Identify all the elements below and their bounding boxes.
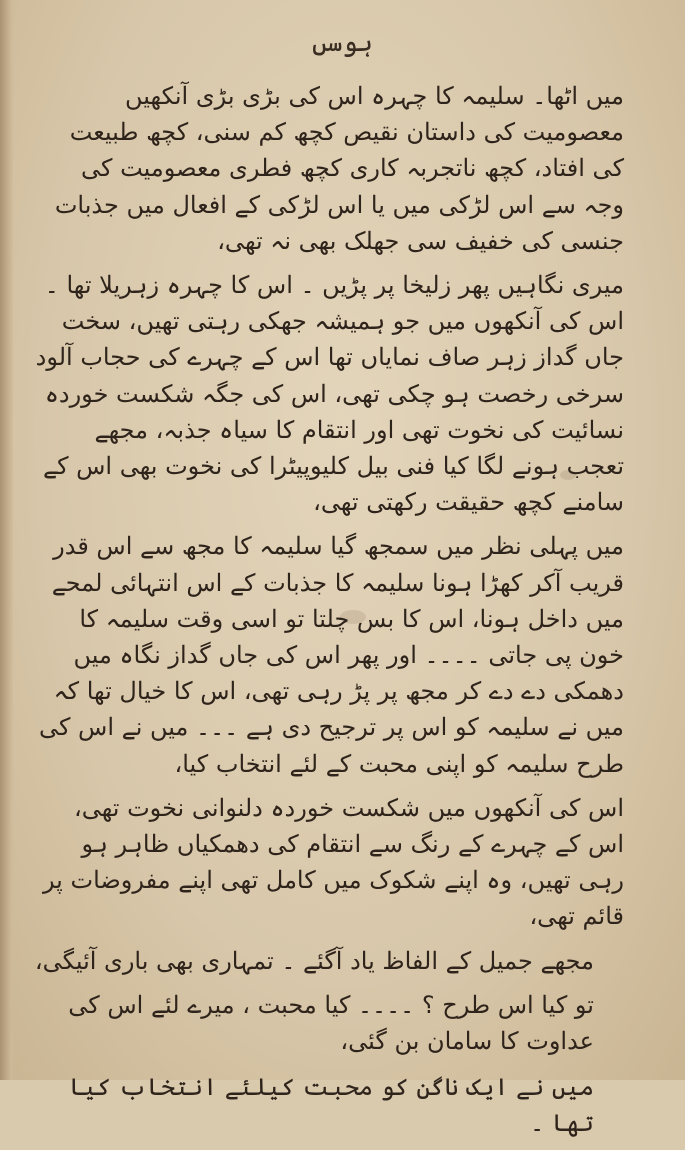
paragraph-3: میں پہلی نظر میں سمجھ گیا سلیمہ کا مجھ سے اس قدر قریب آکر کھڑا ہونا سلیمہ کا جذبات کے اس انتہائی لمحے میں داخل ہونا، اس کا بس چلتا تو اسی وقت سلیمہ کا خون پی جاتی ۔۔۔۔ اور پھر اس کی جاں گداز نگاہ میں دھمکی دے دے کر مجھ پر پڑ رہی تھی، اس کا خیال تھا کہ میں نے سلیمہ کو اس پر ترجیح دی ہے ۔۔۔ میں نے اس کی طرح سلیمہ کو اپنی محبت کے لئے انتخاب کیا، — [38, 532, 624, 778]
paragraph-1: میں اٹھا۔ سلیمہ کا چہرہ اس کی بڑی بڑی آنکھیں معصومیت کی داستان نقیص کچھ کم سنی، کچھ طبیعت کی افتاد، کچھ ناتجربہ کاری کچھ فطری معصومیت کی وجہ سے اس لڑکی میں یا اس لڑکی کے افعال میں جذبات جنسی کی خفیف سی جھلک بھی نہ تھی، — [54, 82, 624, 255]
paragraph-2: میری نگاہیں پھر زلیخا پر پڑیں ۔ اس کا چہرہ زہریلا تھا ۔ اس کی آنکھوں میں جو ہمیشہ جھکی رہتی تھیں، سخت جاں گداز زہر صاف نمایاں تھا اس کے چہرے کی حجاب آلود سرخی رخصت ہو چکی تھی، اس کی جگہ شکست خوردہ نسائیت کی نخوت تھی اور انتقام کا سیاہ جذبہ، مجھے تعجب ہونے لگا کیا فنی بیل کلیوپیٹرا کی نخوت بھی اس کے سامنے کچھ حقیقت رکھتی تھی، — [35, 271, 624, 517]
paragraph-6: تو کیا اس طرح ؟ ۔۔۔۔ کیا محبت ، میرے لئے اس کی عداوت کا سامان بن گئی، — [68, 990, 594, 1056]
chapter-title: ہوسں — [312, 28, 373, 58]
paragraph-4: اس کی آنکھوں میں شکست خوردہ دلنوانی نخوت تھی، اس کے چہرے کے رنگ سے انتقام کی دھمکیاں ظاہر ہو رہی تھیں، وہ اپنے شکوک میں کامل تھی اپنے مفروضات پر قائم تھی، — [42, 793, 624, 931]
binding-edge — [0, 0, 14, 1080]
page-body — [34, 78, 654, 1150]
paragraph-7: میں نے ایک ناگن کو محبت کیلئے انتخاب کیا تھا ۔ — [68, 1073, 594, 1138]
paragraph-5: مجھے جمیل کے الفاظ یاد آگئے ۔ تمہاری بھی باری آئیگی، — [34, 946, 594, 975]
